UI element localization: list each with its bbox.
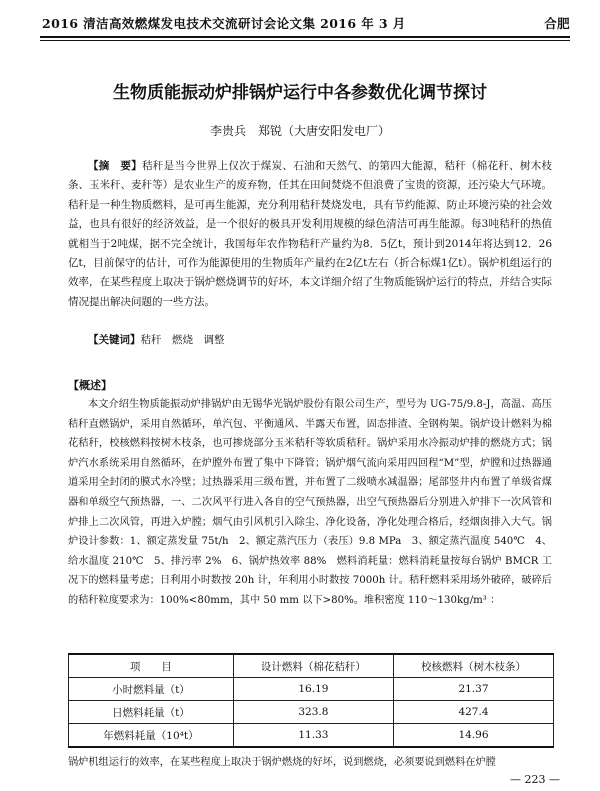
table-cell: 年燃料耗量（10⁴t） [69,724,234,748]
paper-title: 生物质能振动炉排锅炉运行中各参数优化调节探讨 [113,83,487,103]
table-cell: 21.37 [393,678,553,701]
table-cell: 小时燃料量（t） [69,678,234,701]
table-header-row [69,654,554,678]
table-row [69,724,554,748]
keywords-text: 秸秆 燃烧 调整 [140,334,225,346]
table-cell: 14.96 [393,724,553,748]
abstract-label: 【摘 要】 [88,160,142,172]
table-cell: 427.4 [393,701,553,724]
fuel-consumption-table [68,653,554,748]
header-left: 2016 清洁高效燃煤发电技术交流研讨会论文集 2016 年 3 月 [42,16,406,31]
header-right: 合肥 [544,16,570,31]
table-header-cell: 设计燃料（棉花秸秆） [233,654,393,678]
section-body: 本文介绍生物质能振动炉排锅炉由无锡华光锅炉股份有限公司生产，型号为 UG-75/9.8-J，高温、高压秸秆直燃锅炉，采用自然循环，单汽包、平衡通风、半露天布置，固态排渣、全钢构架。锅炉设计燃料为棉花秸秆，校核燃料按树木枝条，也可掺烧部分玉米秸秆等软质秸秆。锅炉采用水冷振动炉排的燃烧方式；锅炉汽水系统采用自然循环，在炉膛外布置了集中下降管；锅炉烟气流向采用四回程“M”型，炉膛和过热器通道采用全封闭的膜式水冷壁；过热器采用三级布置，并布置了二级喷水减温器；尾部竖井内布置了单级省煤器和单级空气预热器，一、二次风平行进入各自的空气预热器，出空气预热器后分别进入炉排下一次风管和炉排上二次风管，再进入炉膛；烟气由引风机引入除尘、净化设备，净化处理合格后，经烟囱排入大气。锅炉设计参数：1、额定蒸发量 75t/h 2、额定蒸汽压力（表压）9.8 MPa 3、额定蒸汽温度 540℃ 4、给水温度 210℃ 5、排污率 2% 6、锅炉热效率 88% 燃料消耗量：燃料消耗量按每台锅炉 BMCR 工况下的燃料量考虑；日利用小时数按 20h 计，年利用小时数按 7000h 计。秸秆燃料采用场外破碎，破碎后的秸秆粒度要求为：100%<80mm，其中 50 mm 以下>80%。堆积密度 110～130kg/m³ ： [68,399,552,606]
header-rule-thin [40,40,570,41]
continuation-text: 锅炉机组运行的效率，在某些程度上取决于锅炉燃烧的好坏，说到燃烧，必须要说到燃料在炉膛 [68,757,496,768]
abstract-text: 秸秆是当今世界上仅次于煤炭、石油和天然气、的第四大能源，秸秆（棉花秆、树木枝条、玉米秆、麦秆等）是农业生产的废弃物，任其在田间焚烧不但浪费了宝贵的资源，还污染大气环境。秸秆是一种生物质燃料，是可再生能源，充分利用秸秆焚烧发电，具有节约能源、防止环境污染的社会效益，也具有很好的经济效益，是一个很好的极具开发利用规模的绿色清洁可再生能源。每3吨秸秆的热值就相当于2吨煤，据不完全统计，我国每年农作物秸秆产量约为8．5亿t，预计到2014年将达到12．26亿t，目前保守的估计，可作为能源使用的生物质年产量约在2亿t左右（折合标煤1亿t）。锅炉机组运行的效率，在某些程度上取决于锅炉燃烧调节的好坏，本文详细介绍了生物质能锅炉运行的特点，并结合实际情况提出解决问题的一些方法。 [68,160,553,308]
section-heading: 【概述】 [68,379,112,392]
table-cell: 11.33 [233,724,393,748]
table-header-cell: 项 目 [69,654,234,678]
table-cell: 16.19 [233,678,393,701]
table-header-cell: 校核燃料（树木枝条） [393,654,553,678]
table-row [69,678,554,701]
table-cell: 323.8 [233,701,393,724]
running-header [42,14,570,34]
authors: 李贵兵 郑锐（大唐安阳发电厂） [209,124,390,138]
keywords-label: 【关键词】 [88,334,141,346]
abstract [68,157,552,312]
table-cell: 日燃料耗量（t） [69,701,234,724]
page-number: — 223 — [510,773,560,786]
keywords [88,332,225,347]
header-rule-thick [40,36,570,38]
table-row [69,701,554,724]
